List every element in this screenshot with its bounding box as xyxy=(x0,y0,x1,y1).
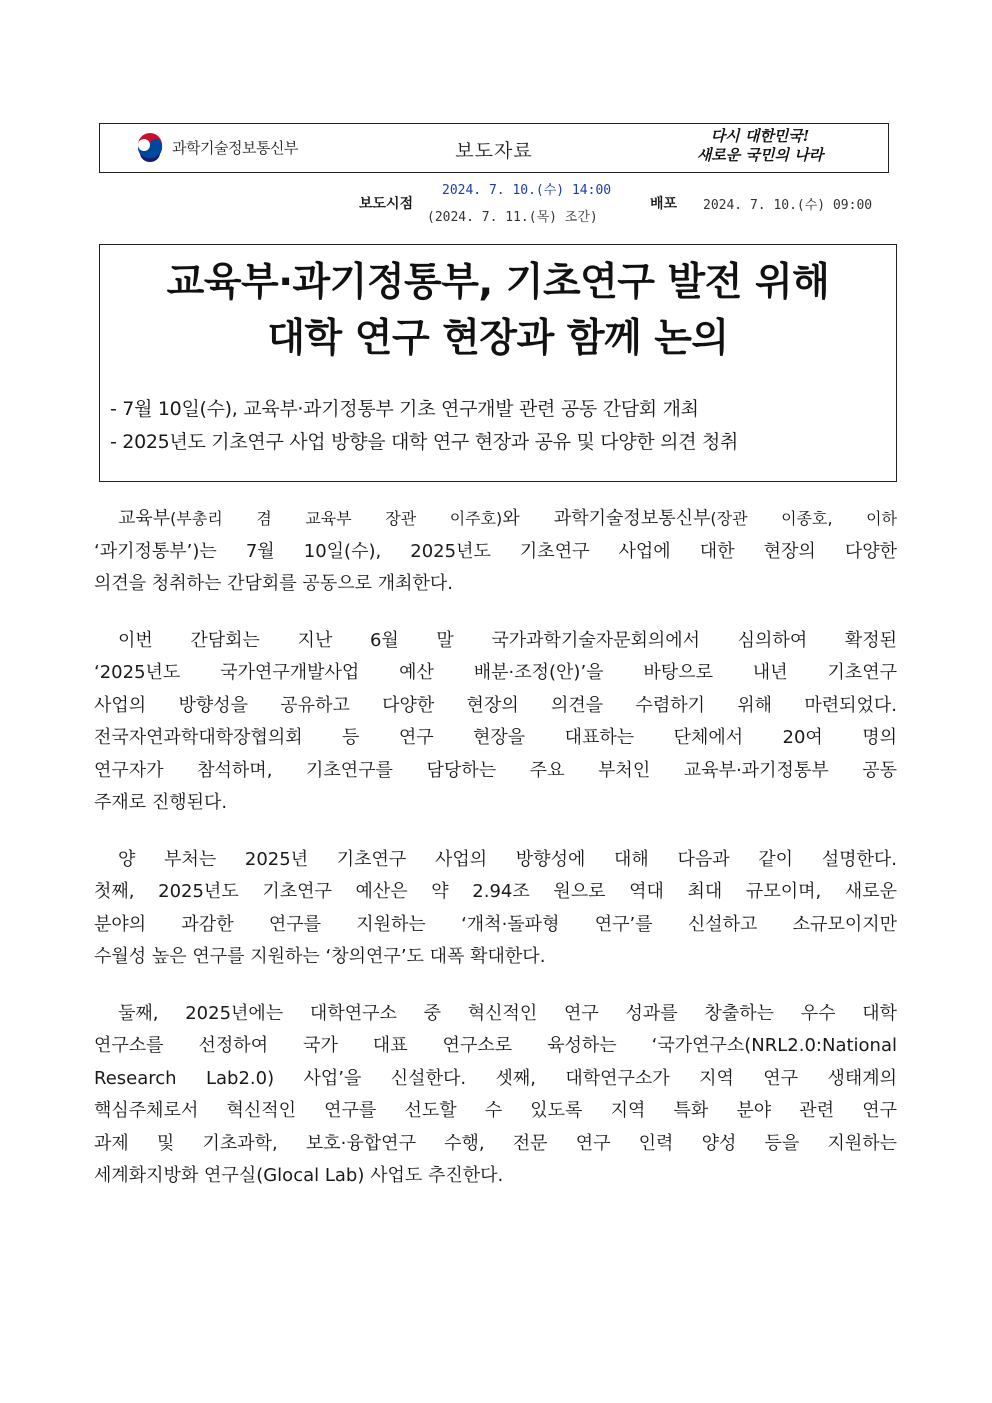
text-line: 첫째, 2025년도 기초연구 예산은 약 2.94조 원으로 역대 최대 규모이며, 새로운 xyxy=(94,881,897,902)
release-info xyxy=(0,178,992,228)
embargo-time: 2024. 7. 10.(수) 14:00 xyxy=(442,183,612,198)
text-line: 핵심주체로서 혁신적인 연구를 선도할 수 있도록 지역 특화 분야 관련 연구 xyxy=(94,1100,897,1121)
headline-box xyxy=(99,244,897,482)
text-line: 사업의 방향성을 공유하고 다양한 현장의 의견을 수렴하기 위해 마련되었다. xyxy=(94,694,897,716)
government-slogan xyxy=(670,127,850,165)
embargo-label: 보도시점 xyxy=(359,196,414,212)
slogan-line-2: 새로운 국민의 나라 xyxy=(696,146,824,164)
text-line: Research Lab2.0) 사업’을 신설한다. 셋째, 대학연구소가 지역 연구 생태계의 xyxy=(94,1067,897,1089)
distribution-label: 배포 xyxy=(650,196,678,212)
text-line: 의견을 청취하는 간담회를 공동으로 개최한다. xyxy=(94,573,453,594)
text-segment: 교육부 xyxy=(118,508,171,529)
text-line: 이번 간담회는 지난 6월 말 국가과학기술자문회의에서 심의하여 확정된 xyxy=(118,629,897,651)
text-line: ‘과기정통부’)는 7월 10일(수), 2025년도 기초연구 사업에 대한 현장의 다양한 xyxy=(94,540,897,562)
text-line: 양 부처는 2025년 기초연구 사업의 방향성에 대해 다음과 같이 설명한다. xyxy=(118,848,897,870)
subheadline: - 2025년도 기초연구 사업 방향을 대학 연구 현장과 공유 및 다양한 의견 청취 xyxy=(110,431,739,453)
article-body xyxy=(94,503,897,1217)
text-segment: 와 과학기술정보통신부 xyxy=(502,508,711,529)
text-line: 주재로 진행된다. xyxy=(94,792,228,813)
headline xyxy=(100,255,896,367)
headline-line-2: 대학 연구 현장과 함께 논의 xyxy=(267,316,729,361)
paragraph-3 xyxy=(94,844,897,974)
text-line: 과제 및 기초과학, 보호·융합연구 수행, 전문 연구 인력 양성 등을 지원하는 xyxy=(94,1132,897,1154)
text-line xyxy=(94,503,897,536)
distribution-time: 2024. 7. 10.(수) 09:00 xyxy=(703,198,873,213)
text-segment: (부총리 겸 교육부 장관 이주호) xyxy=(170,509,503,528)
subheadlines xyxy=(110,393,738,459)
text-segment: (장관 이종호, 이하 xyxy=(710,509,897,528)
embargo-paper: (2024. 7. 11.(목) 조간) xyxy=(427,210,598,225)
text-line: 연구자가 참석하며, 기초연구를 담당하는 주요 부처인 교육부·과기정통부 공동 xyxy=(94,759,897,781)
text-line: 세계화지방화 연구실(Glocal Lab) 사업도 추진한다. xyxy=(94,1165,504,1186)
document-type: 보도자료 xyxy=(455,140,533,162)
text-line: ‘2025년도 국가연구개발사업 예산 배분·조정(안)’을 바탕으로 내년 기초연구 xyxy=(94,662,897,683)
text-line: 연구소를 선정하여 국가 대표 연구소로 육성하는 ‘국가연구소(NRL2.0:National xyxy=(94,1035,897,1056)
text-line: 둘째, 2025년에는 대학연구소 중 혁신적인 연구 성과를 창출하는 우수 대학 xyxy=(118,1002,897,1024)
paragraph-2 xyxy=(94,625,897,820)
text-line: 수월성 높은 연구를 지원하는 ‘창의연구’도 대폭 확대한다. xyxy=(94,946,546,967)
subheadline: - 7월 10일(수), 교육부·과기정통부 기초 연구개발 관련 공동 간담회 개최 xyxy=(110,398,699,420)
headline-line-1: 교육부·과기정통부, 기초연구 발전 위해 xyxy=(166,260,830,305)
paragraph-1 xyxy=(94,503,897,601)
press-header xyxy=(99,123,889,173)
ministry-name: 과학기술정보통신부 xyxy=(172,138,298,157)
text-line: 전국자연과학대학장협의회 등 연구 현장을 대표하는 단체에서 20여 명의 xyxy=(94,727,897,748)
text-line: 분야의 과감한 연구를 지원하는 ‘개척·돌파형 연구’를 신설하고 소규모이지만 xyxy=(94,913,897,935)
slogan-line-1: 다시 대한민국! xyxy=(710,127,810,145)
paragraph-4 xyxy=(94,998,897,1193)
